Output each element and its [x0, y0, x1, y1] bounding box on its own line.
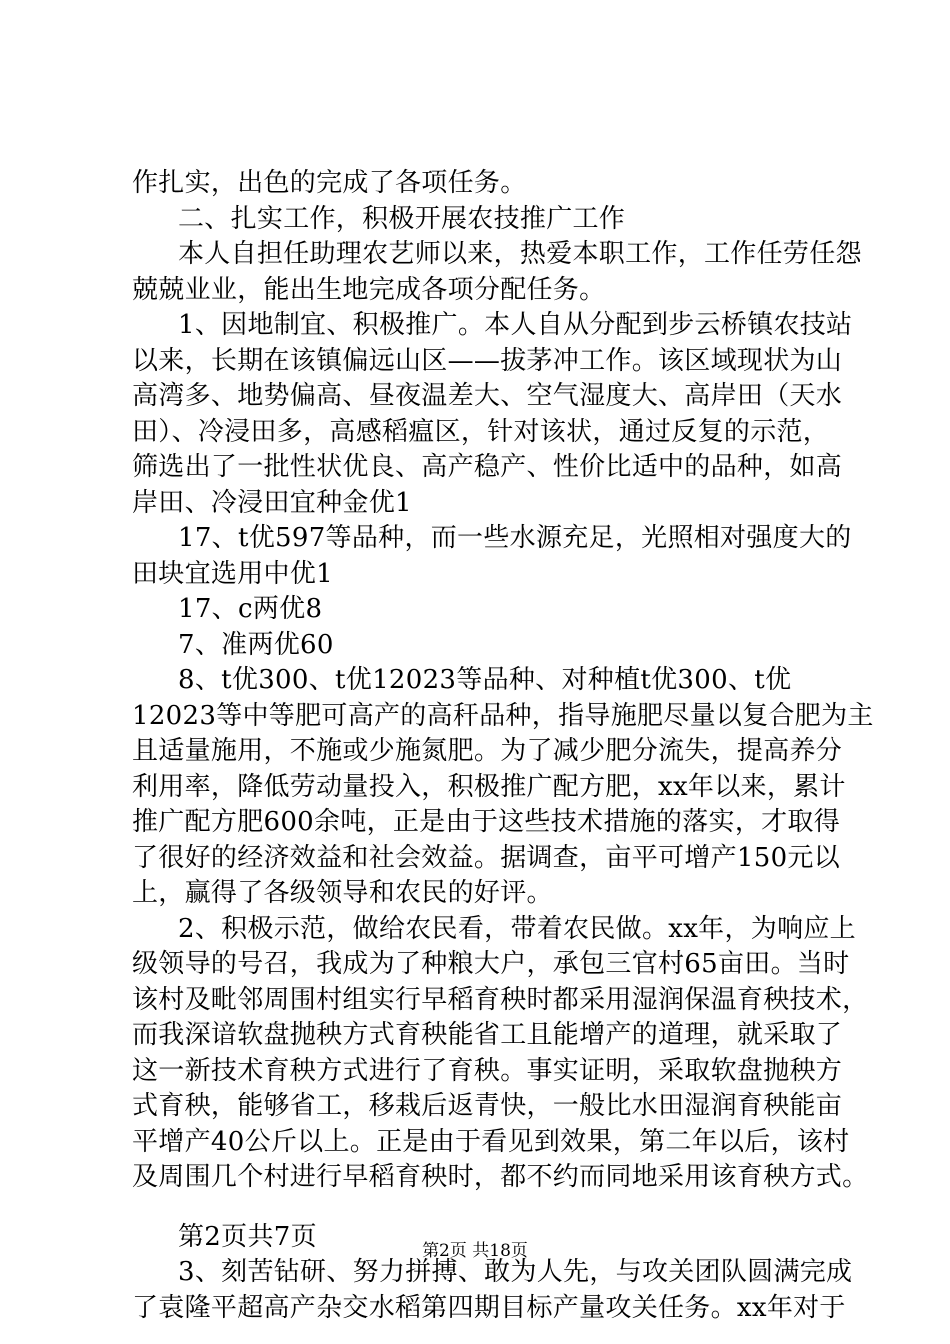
- text-line: 7、准两优60: [178, 629, 334, 660]
- text-line: 平增产40公斤以上。正是由于看见到效果，第二年以后，该村: [132, 1126, 850, 1157]
- text-line: 17、c两优8: [178, 594, 323, 624]
- text-line: 本人自担任助理农艺师以来，热爱本职工作，工作任劳任怨: [178, 239, 862, 269]
- text-line: 12023等中等肥可高产的高秆品种，指导施肥尽量以复合肥为主: [132, 700, 874, 731]
- page-footer: 第2页 共18页: [422, 1241, 528, 1261]
- text-line: 上，赢得了各级领导和农民的好评。: [132, 878, 553, 908]
- text-line: 田）、冷浸田多，高感稻瘟区，针对该状，通过反复的示范，: [132, 416, 830, 447]
- text-line: 级领导的号召，我成为了种粮大户，承包三官村65亩田。当时: [132, 949, 850, 979]
- text-line: 17、t优597等品种，而一些水源充足，光照相对强度大的: [178, 523, 852, 553]
- text-line: 这一新技术育秧方式进行了育秧。事实证明，采取软盘抛秧方: [132, 1055, 843, 1086]
- document-body: [132, 168, 874, 1328]
- text-line: 1、因地制宜、积极推广。本人自从分配到步云桥镇农技站: [178, 310, 853, 340]
- text-line: 而我深谙软盘抛秧方式育秧能省工且能增产的道理，就采取了: [132, 1020, 843, 1050]
- text-line: 3、刻苦钻研、努力拼搏、敢为人先，与攻关团队圆满完成: [178, 1257, 853, 1287]
- text-line: 式育秧，能够省工，移栽后返青快，一般比水田湿润育秧能亩: [132, 1091, 843, 1121]
- text-line: 及周围几个村进行早稻育秧时，都不约而同地采用该育秧方式。: [132, 1162, 869, 1192]
- inner-page-marker: 第2页共7页: [178, 1221, 317, 1252]
- text-line: 田块宜选用中优1: [132, 558, 333, 589]
- section-gap: [132, 1198, 844, 1222]
- text-line: 兢兢业业，能出生地完成各项分配任务。: [132, 274, 606, 305]
- text-line: 岸田、冷浸田宜种金优1: [132, 487, 412, 518]
- text-line: 该村及毗邻周围村组实行早稻育秧时都采用湿润保温育秧技术，: [132, 984, 869, 1015]
- text-line: 作扎实，出色的完成了各项任务。: [132, 168, 527, 198]
- text-line: 以来，长期在该镇偏远山区——拔茅冲工作。该区域现状为山: [132, 345, 843, 376]
- text-line: 二、扎实工作，积极开展农技推广工作: [178, 203, 626, 234]
- text-line: 筛选出了一批性状优良、高产稳产、性价比适中的品种，如高: [132, 452, 843, 482]
- paragraph-block-continued: [132, 1257, 853, 1324]
- text-line: 8、t优300、t优12023等品种、对种植t优300、t优: [178, 665, 792, 695]
- paragraph-block-main: [132, 168, 874, 1193]
- text-line: 推广配方肥600余吨，正是由于这些技术措施的落实，才取得: [132, 807, 841, 837]
- text-line: 了袁隆平超高产杂交水稻第四期目标产量攻关任务。xx年对于: [132, 1292, 846, 1323]
- text-line: 利用率，降低劳动量投入，积极推广配方肥，xx年以来，累计: [132, 771, 846, 802]
- text-line: 高湾多、地势偏高、昼夜温差大、空气湿度大、高岸田（天水: [132, 381, 843, 411]
- text-line: 2、积极示范，做给农民看，带着农民做。xx年，为响应上: [178, 913, 856, 944]
- text-line: 且适量施用，不施或少施氮肥。为了减少肥分流失，提高养分: [132, 736, 843, 766]
- text-line: 了很好的经济效益和社会效益。据调查，亩平可增产150元以: [132, 842, 841, 873]
